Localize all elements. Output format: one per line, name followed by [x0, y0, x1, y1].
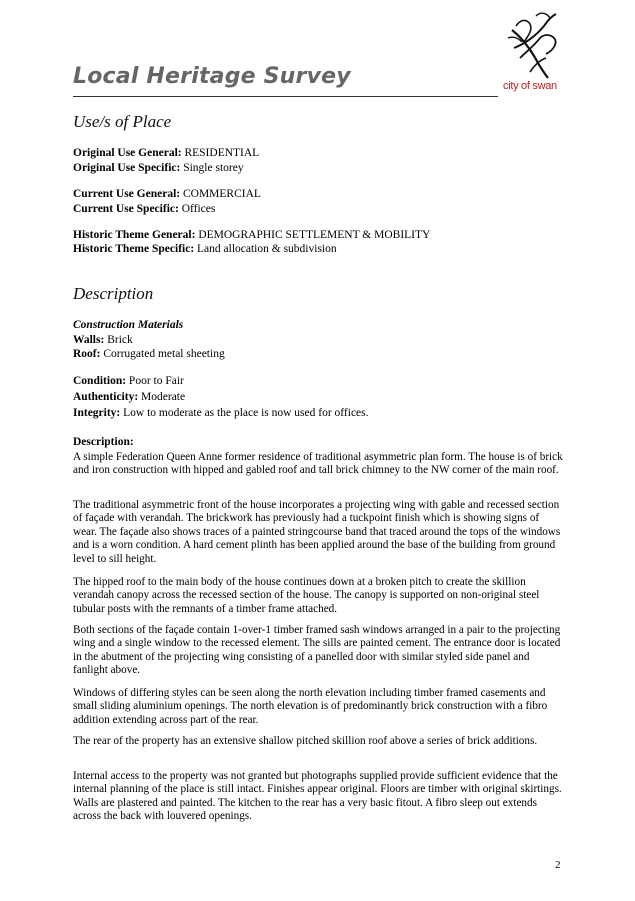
walls-value: Brick [107, 334, 133, 346]
current-use-specific [73, 202, 215, 216]
description-paragraph-2: The traditional asymmetric front of the house incorporates a projecting wing with gable and recessed section of façade with verandah. The brickwork has previously had a tuckpoint finish which is showing signs of wear. The façade also shows traces of a painted stringcourse band that traced around the tops of the windows and is a worn condition. A hard cement plinth has been applied around the base of the building from ground level to sill height. [73, 499, 561, 565]
description-paragraph-4: Both sections of the façade contain 1-over-1 timber framed sash windows arranged in a pair to the projecting wing and a single window to the recessed element. The sills are painted cement. The entrance door is located in the abutment of the projecting wing consisting of a panelled door with similar styled side panel and fanlight above. [73, 624, 561, 677]
current-use-general-value: COMMERCIAL [182, 188, 261, 200]
header-rule [73, 96, 498, 97]
current-use-specific-value: Offices [181, 203, 216, 215]
authenticity-value: Moderate [141, 391, 186, 403]
historic-theme-general-label: Historic Theme General: [73, 229, 196, 241]
description-paragraph-1: A simple Federation Queen Anne former residence of traditional asymmetric plan form. The house is of brick and iron construction with hipped and gabled roof and tall brick chimney to the NW corner of the main roof. [73, 451, 563, 477]
condition-value: Poor to Fair [128, 375, 184, 387]
integrity-line [73, 406, 369, 420]
page-number: 2 [555, 859, 561, 871]
walls-label: Walls: [73, 334, 105, 346]
historic-theme-specific-value: Land allocation & subdivision [197, 243, 337, 255]
condition-label: Condition: [73, 375, 127, 387]
historic-theme-general-value: DEMOGRAPHIC SETTLEMENT & MOBILITY [198, 229, 431, 241]
logo-text: city of swan [503, 80, 557, 92]
authenticity-line [73, 390, 185, 404]
integrity-value: Low to moderate as the place is now used for offices. [123, 407, 369, 419]
historic-theme-specific-label: Historic Theme Specific: [73, 243, 195, 255]
uses-heading: Use/s of Place [73, 112, 172, 131]
roof-label: Roof: [73, 348, 101, 360]
roof-value: Corrugated metal sheeting [103, 348, 225, 360]
description-paragraph-5: Windows of differing styles can be seen along the north elevation including timber framed casements and small sliding aluminium openings. The north elevation is of predominantly brick construction with a fibro addition extending across part of the rear. [73, 687, 548, 726]
original-use-general-value: RESIDENTIAL [184, 147, 260, 159]
description-paragraph-3: The hipped roof to the main body of the house continues down at a broken pitch to create the skillion verandah canopy across the recessed section of the house. The canopy is supported on non-original steel tubular posts with the remnants of a timber frame attached. [73, 576, 540, 615]
roof-line [73, 347, 225, 361]
original-use-specific [73, 161, 244, 175]
description-heading: Description [73, 284, 154, 303]
original-use-general-label: Original Use General: [73, 147, 182, 159]
condition-line [73, 374, 184, 388]
historic-theme-general [73, 228, 430, 242]
original-use-specific-value: Single storey [183, 162, 244, 174]
walls-line [73, 333, 133, 347]
integrity-label: Integrity: [73, 407, 121, 419]
page-header-title: Local Heritage Survey [73, 64, 351, 89]
current-use-general [73, 187, 261, 201]
current-use-specific-label: Current Use Specific: [73, 203, 179, 215]
description-paragraph-6: The rear of the property has an extensive shallow pitched skillion roof above a series of brick additions. [73, 735, 538, 747]
description-paragraph-7: Internal access to the property was not granted but photographs supplied provide sufficient evidence that the internal planning of the place is still intact. Finishes appear original. Floors are timber with original skirtings. Walls are plastered and painted. The kitchen to the rear has a very basic fitout. A fibro sleep out extends across the back with louvered openings. [73, 770, 562, 823]
description-label: Description: [73, 436, 134, 448]
authenticity-label: Authenticity: [73, 391, 139, 403]
historic-theme-specific [73, 242, 337, 256]
original-use-specific-label: Original Use Specific: [73, 162, 181, 174]
current-use-general-label: Current Use General: [73, 188, 181, 200]
original-use-general [73, 146, 259, 160]
construction-materials-heading: Construction Materials [73, 319, 184, 331]
